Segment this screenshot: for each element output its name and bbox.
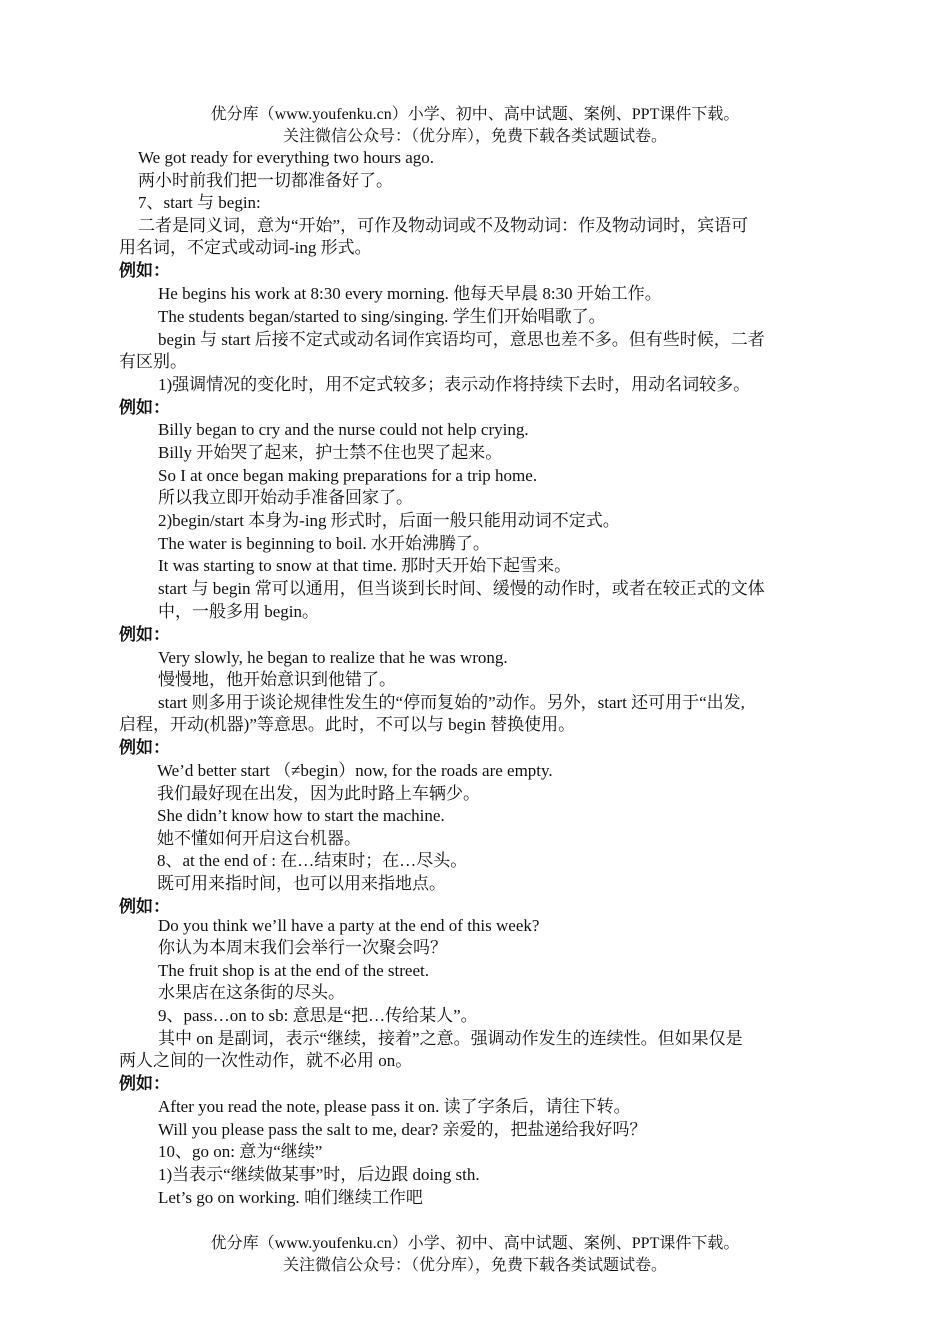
example-translation: 你认为本周末我们会举行一次聚会吗？ [158,938,447,957]
section-heading: 8、at the end of : 在…结束时；在…尽头。 [157,851,468,870]
example-translation: 慢慢地，他开始意识到他错了。 [158,670,396,689]
example-translation: 我们最好现在出发，因为此时路上车辆少。 [157,784,480,803]
example-sentence: So I at once began making preparations for a trip home. [158,466,538,485]
example-sentence: Let’s go on working. 咱们继续工作吧 [158,1188,423,1207]
section-heading: 10、go on: 意为“继续” [158,1142,323,1161]
text-line: 用名词，不定式或动词-ing 形式。 [119,238,372,257]
example-translation: Billy 开始哭了起来，护士禁不住也哭了起来。 [158,443,503,462]
example-sentence: Do you think we’ll have a party at the end of this week? [158,916,540,935]
footer-line-1: 优分库（www.youfenku.cn）小学、初中、高中试题、案例、PPT课件下载。 [210,1235,740,1252]
text-line: 1)当表示“继续做某事”时，后边跟 doing sth. [158,1165,480,1184]
section-heading: 7、start 与 begin: [138,193,261,212]
example-label: 例如： [119,261,170,280]
example-label: 例如： [119,1074,170,1093]
text-line: 其中 on 是副词，表示“继续，接着”之意。强调动作发生的连续性。但如果仅是 [158,1029,743,1048]
text-line: start 与 begin 常可以通用，但当谈到长时间、缓慢的动作时，或者在较正式的文体 [158,579,765,598]
example-sentence: He begins his work at 8:30 every morning. 他每天早晨 8:30 开始工作。 [158,284,662,303]
example-sentence: The water is beginning to boil. 水开始沸腾了。 [158,534,490,553]
text-line: 二者是同义词，意为“开始”，可作及物动词或不及物动词：作及物动词时，宾语可 [138,216,749,235]
example-sentence: It was starting to snow at that time. 那时天开始下起雪来。 [158,556,572,575]
text-line: 中，一般多用 begin。 [158,602,320,621]
example-translation: 她不懂如何开启这台机器。 [157,829,361,848]
example-sentence: Very slowly, he began to realize that he was wrong. [158,648,508,667]
text-line: 有区别。 [119,352,187,371]
text-line: 既可用来指时间，也可以用来指地点。 [157,874,446,893]
example-label: 例如： [119,625,170,644]
header-line-2: 关注微信公众号：（优分库），免费下载各类试题试卷。 [282,128,667,145]
text-line: 启程，开动(机器)”等意思。此时，不可以与 begin 替换使用。 [119,715,576,734]
text-line: 两小时前我们把一切都准备好了。 [138,171,393,190]
section-heading: 9、pass…on to sb: 意思是“把…传给某人”。 [158,1006,478,1025]
example-sentence: The students began/started to sing/singing. 学生们开始唱歌了。 [158,307,606,326]
example-translation: 所以我立即开始动手准备回家了。 [158,488,413,507]
footer-line-2: 关注微信公众号：（优分库），免费下载各类试题试卷。 [282,1257,667,1274]
text-line: start 则多用于谈论规律性发生的“停而复始的”动作。另外，start 还可用于“出发, [158,693,745,712]
header-line-1: 优分库（www.youfenku.cn）小学、初中、高中试题、案例、PPT课件下载。 [210,106,740,123]
example-sentence: Will you please pass the salt to me, dear? 亲爱的，把盐递给我好吗？ [158,1120,647,1139]
example-label: 例如： [119,897,170,916]
example-translation: 水果店在这条街的尽头。 [158,983,345,1002]
text-line: 1)强调情况的变化时，用不定式较多；表示动作将持续下去时，用动名词较多。 [158,375,751,394]
text-line: begin 与 start 后接不定式或动名词作宾语均可，意思也差不多。但有些时候，二者 [158,330,765,349]
text-line: We got ready for everything two hours ago. [138,148,435,167]
example-label: 例如： [119,398,170,417]
example-sentence: The fruit shop is at the end of the street. [158,961,429,980]
text-line: 两人之间的一次性动作，就不必用 on。 [119,1051,413,1070]
example-sentence: We’d better start （≠begin）now, for the roads are empty. [157,761,553,780]
example-label: 例如： [119,738,170,757]
example-sentence: After you read the note, please pass it on. 读了字条后，请往下转。 [158,1097,631,1116]
text-line: 2)begin/start 本身为-ing 形式时，后面一般只能用动词不定式。 [158,511,620,530]
example-sentence: Billy began to cry and the nurse could not help crying. [158,420,529,439]
example-sentence: She didn’t know how to start the machine. [157,806,445,825]
